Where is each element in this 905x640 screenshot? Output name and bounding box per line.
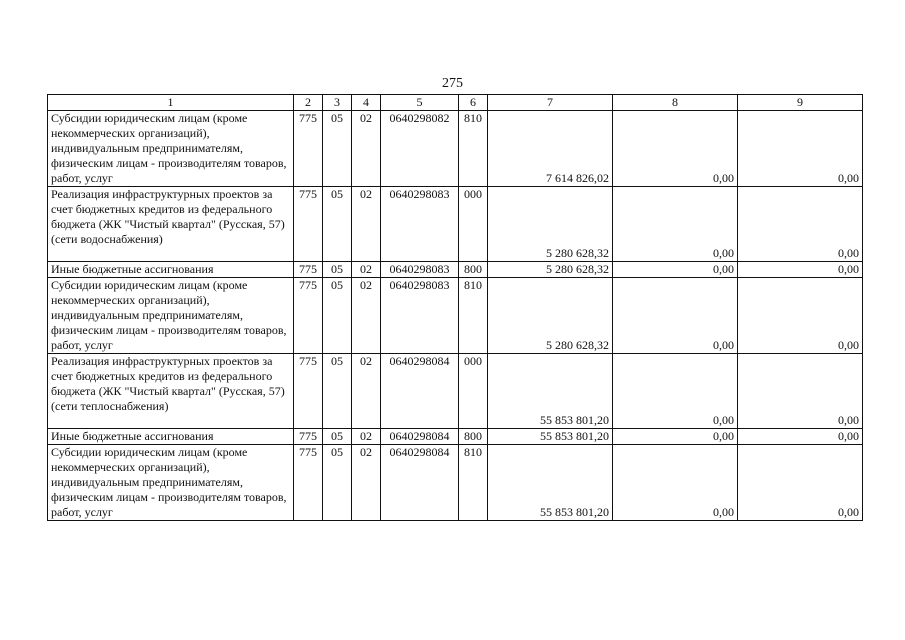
amount-col7: 55 853 801,20	[488, 429, 613, 445]
section-code: 05	[323, 445, 352, 521]
target-item-code: 0640298082	[381, 111, 459, 187]
amount-col9: 0,00	[738, 187, 863, 262]
row-description: Реализация инфраструктурных проектов за счет бюджетных кредитов из федерального бюджета (ЖК "Чистый квартал" (Русская, 57) (сети водоснабжения)	[48, 187, 294, 262]
section-code: 05	[323, 262, 352, 278]
subsection-code: 02	[352, 262, 381, 278]
amount-col7: 7 614 826,02	[488, 111, 613, 187]
subsection-code: 02	[352, 445, 381, 521]
ministry-code: 775	[294, 262, 323, 278]
ministry-code: 775	[294, 111, 323, 187]
row-description: Иные бюджетные ассигнования	[48, 429, 294, 445]
target-item-code: 0640298083	[381, 187, 459, 262]
ministry-code: 775	[294, 278, 323, 354]
expense-type-code: 000	[459, 187, 488, 262]
amount-col8: 0,00	[613, 262, 738, 278]
section-code: 05	[323, 187, 352, 262]
table-row	[48, 354, 863, 429]
subsection-code: 02	[352, 278, 381, 354]
amount-col9: 0,00	[738, 429, 863, 445]
column-header: 6	[459, 95, 488, 111]
amount-col9: 0,00	[738, 111, 863, 187]
target-item-code: 0640298084	[381, 445, 459, 521]
table-row	[48, 445, 863, 521]
amount-col9: 0,00	[738, 262, 863, 278]
amount-col7: 5 280 628,32	[488, 262, 613, 278]
column-header: 8	[613, 95, 738, 111]
column-header: 3	[323, 95, 352, 111]
row-description: Иные бюджетные ассигнования	[48, 262, 294, 278]
section-code: 05	[323, 429, 352, 445]
budget-table	[47, 94, 863, 521]
column-header: 4	[352, 95, 381, 111]
target-item-code: 0640298083	[381, 262, 459, 278]
column-header: 2	[294, 95, 323, 111]
row-description: Субсидии юридическим лицам (кроме некоммерческих организаций), индивидуальным предпринимателям, физическим лицам - производителям товаров, работ, услуг	[48, 111, 294, 187]
amount-col7: 55 853 801,20	[488, 445, 613, 521]
table-row	[48, 187, 863, 262]
page-number: 275	[442, 76, 463, 91]
amount-col8: 0,00	[613, 187, 738, 262]
amount-col8: 0,00	[613, 429, 738, 445]
amount-col7: 55 853 801,20	[488, 354, 613, 429]
row-description: Реализация инфраструктурных проектов за счет бюджетных кредитов из федерального бюджета (ЖК "Чистый квартал" (Русская, 57) (сети теплоснабжения)	[48, 354, 294, 429]
section-code: 05	[323, 111, 352, 187]
column-header: 9	[738, 95, 863, 111]
target-item-code: 0640298084	[381, 429, 459, 445]
ministry-code: 775	[294, 445, 323, 521]
row-description: Субсидии юридическим лицам (кроме некоммерческих организаций), индивидуальным предпринимателям, физическим лицам - производителям товаров, работ, услуг	[48, 445, 294, 521]
subsection-code: 02	[352, 187, 381, 262]
expense-type-code: 810	[459, 445, 488, 521]
expense-type-code: 000	[459, 354, 488, 429]
table-row	[48, 278, 863, 354]
amount-col8: 0,00	[613, 445, 738, 521]
section-code: 05	[323, 278, 352, 354]
amount-col7: 5 280 628,32	[488, 278, 613, 354]
amount-col9: 0,00	[738, 354, 863, 429]
expense-type-code: 800	[459, 429, 488, 445]
row-description: Субсидии юридическим лицам (кроме некоммерческих организаций), индивидуальным предпринимателям, физическим лицам - производителям товаров, работ, услуг	[48, 278, 294, 354]
column-header: 1	[48, 95, 294, 111]
amount-col8: 0,00	[613, 354, 738, 429]
subsection-code: 02	[352, 111, 381, 187]
table-header-row	[48, 95, 863, 111]
table-row	[48, 262, 863, 278]
expense-type-code: 810	[459, 111, 488, 187]
target-item-code: 0640298083	[381, 278, 459, 354]
ministry-code: 775	[294, 354, 323, 429]
expense-type-code: 810	[459, 278, 488, 354]
subsection-code: 02	[352, 354, 381, 429]
table-row	[48, 429, 863, 445]
target-item-code: 0640298084	[381, 354, 459, 429]
subsection-code: 02	[352, 429, 381, 445]
amount-col8: 0,00	[613, 111, 738, 187]
ministry-code: 775	[294, 429, 323, 445]
amount-col9: 0,00	[738, 278, 863, 354]
amount-col8: 0,00	[613, 278, 738, 354]
column-header: 7	[488, 95, 613, 111]
column-header: 5	[381, 95, 459, 111]
amount-col9: 0,00	[738, 445, 863, 521]
section-code: 05	[323, 354, 352, 429]
table-row	[48, 111, 863, 187]
expense-type-code: 800	[459, 262, 488, 278]
amount-col7: 5 280 628,32	[488, 187, 613, 262]
ministry-code: 775	[294, 187, 323, 262]
